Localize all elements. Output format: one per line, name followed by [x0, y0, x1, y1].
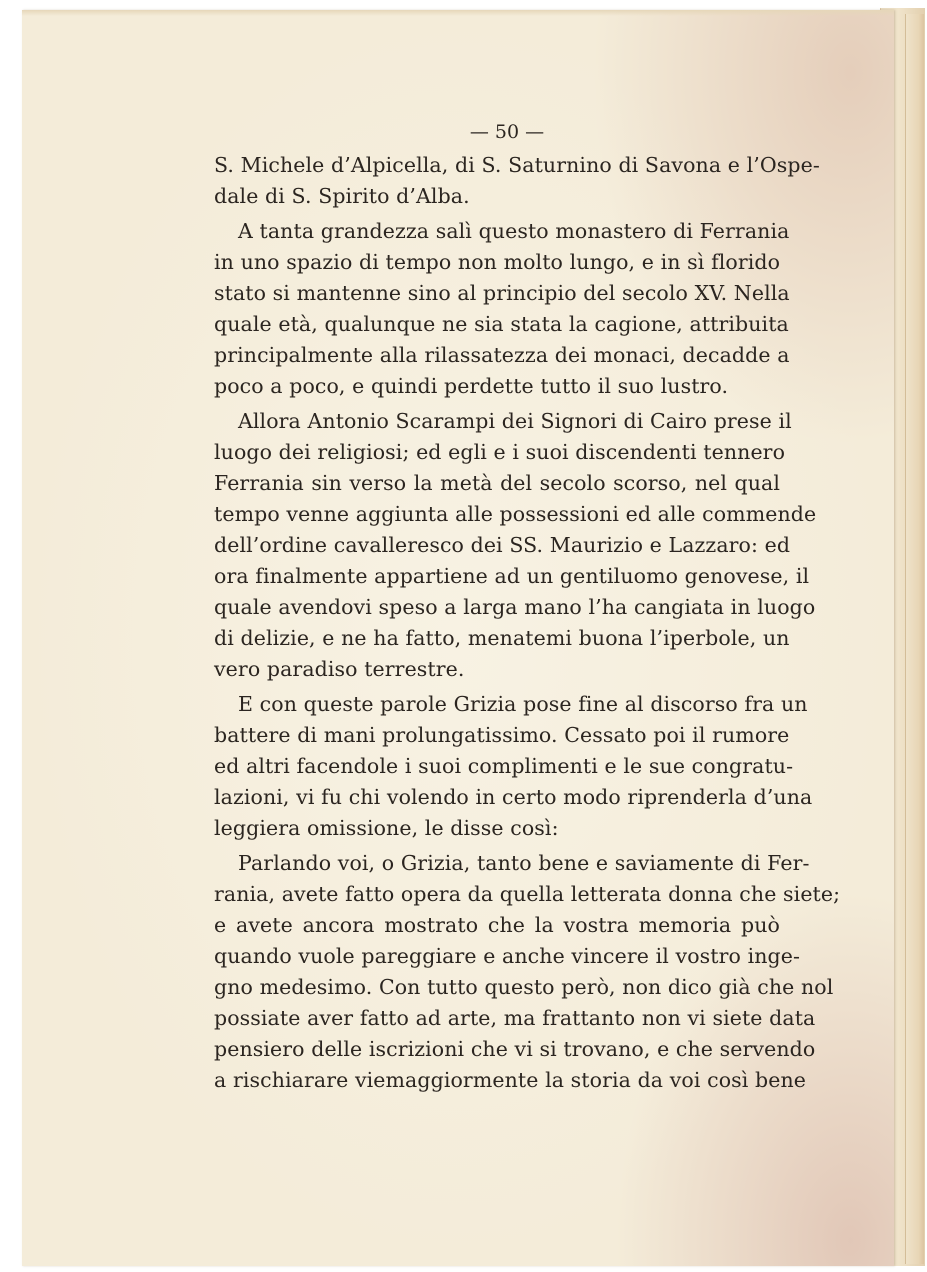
text-line: rania, avete fatto opera da quella letterata donna che siete; — [214, 882, 841, 906]
paper-top-edge — [22, 10, 894, 16]
paragraph — [214, 150, 820, 212]
text-column — [214, 120, 841, 1096]
text-line: stato si mantenne sino al principio del secolo XV. Nella — [214, 281, 790, 305]
text-line: A tanta grandezza salì questo monastero di Ferrania — [238, 219, 790, 243]
text-line: Allora Antonio Scarampi dei Signori di Cairo prese il — [238, 409, 792, 433]
text-line: battere di mani prolungatissimo. Cessato poi il rumore — [214, 723, 790, 747]
text-line: Ferrania sin verso la metà del secolo scorso, nel qual — [214, 471, 780, 495]
page-number: — 50 — — [469, 121, 545, 143]
text-line: quale avendovi speso a larga mano l’ha cangiata in luogo — [214, 595, 816, 619]
text-line: lazioni, vi fu chi volendo in certo modo riprenderla d’una — [214, 785, 813, 809]
text-line: ora finalmente appartiene ad un gentiluomo genovese, il — [214, 564, 810, 588]
paragraph — [214, 848, 841, 1096]
text-line: pensiero delle iscrizioni che vi si trovano, e che servendo — [214, 1037, 816, 1061]
paragraph — [214, 406, 817, 685]
text-line: poco a poco, e quindi perdette tutto il suo lustro. — [214, 374, 729, 398]
text-line: gno medesimo. Con tutto questo però, non dico già che nol — [214, 975, 834, 999]
text-line: in uno spazio di tempo non molto lungo, e in sì florido — [214, 250, 781, 274]
text-line: S. Michele d’Alpicella, di S. Saturnino di Savona e l’Ospe- — [214, 153, 820, 177]
text-line: ed altri facendole i suoi complimenti e le sue congratu- — [214, 754, 794, 778]
text-line: a rischiarare viemaggiormente la storia da voi così bene — [214, 1068, 807, 1092]
text-line: leggiera omissione, le disse così: — [214, 816, 559, 840]
text-line: e avete ancora mostrato che la vostra memoria può — [214, 913, 780, 937]
text-line: luogo dei religiosi; ed egli e i suoi discendenti tennero — [214, 440, 786, 464]
text-line: dell’ordine cavalleresco dei SS. Maurizio e Lazzaro: ed — [214, 533, 791, 557]
text-line: principalmente alla rilassatezza dei monaci, decadde a — [214, 343, 790, 367]
text-line: E con queste parole Grizia pose fine al discorso fra un — [238, 692, 808, 716]
text-line: quando vuole pareggiare e anche vincere il vostro inge- — [214, 944, 801, 968]
text-line: tempo venne aggiunta alle possessioni ed alle commende — [214, 502, 817, 526]
text-line: dale di S. Spirito d’Alba. — [214, 184, 470, 208]
text-line: quale età, qualunque ne sia stata la cagione, attribuita — [214, 312, 789, 336]
back-page-fold — [905, 14, 924, 1264]
paragraph — [214, 216, 790, 402]
text-line: possiate aver fatto ad arte, ma frattanto non vi siete data — [214, 1006, 816, 1030]
text-line: vero paradiso terrestre. — [214, 657, 465, 681]
text-line: Parlando voi, o Grizia, tanto bene e saviamente di Fer- — [238, 851, 810, 875]
paragraph — [214, 689, 813, 844]
text-line: di delizie, e ne ha fatto, menatemi buona l’iperbole, un — [214, 626, 790, 650]
